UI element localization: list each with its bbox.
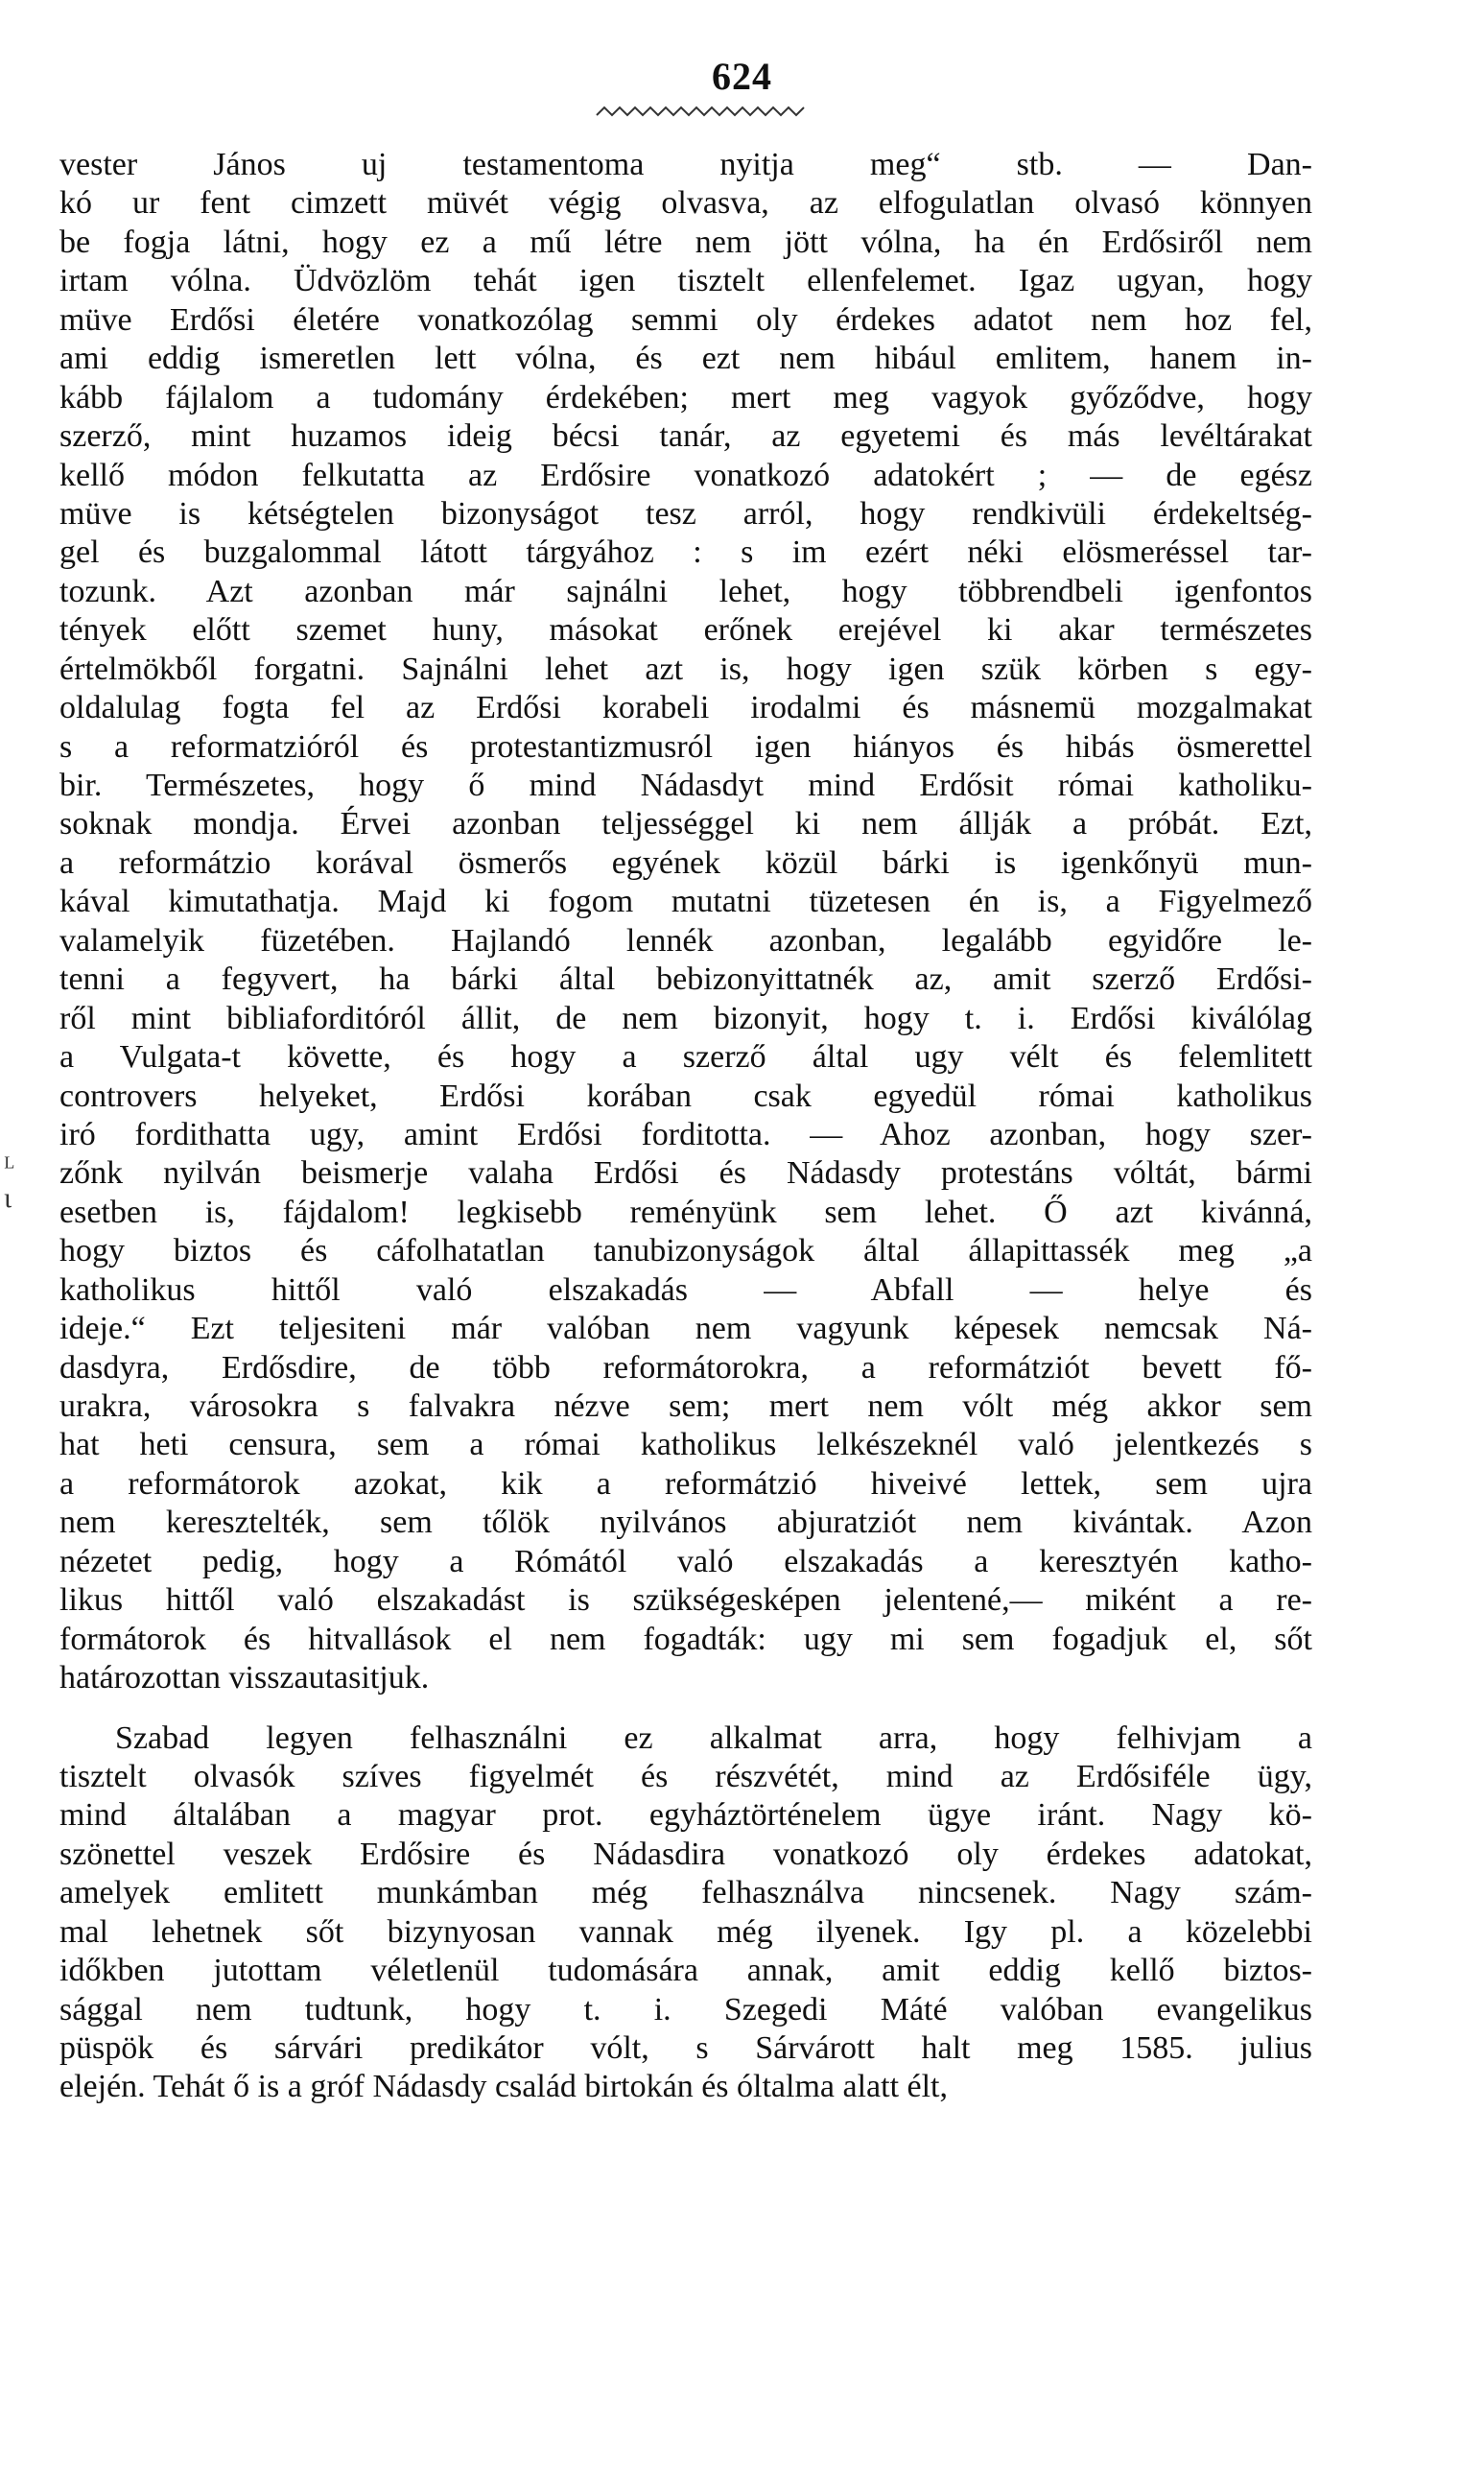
ornament-rule <box>595 104 806 127</box>
paragraph <box>59 146 1312 1698</box>
text-line: ről mint bibliaforditóról állit, de nem bizonyit, hogy t. i. Erdősi kiválólag <box>59 1000 1312 1036</box>
text-line: controvers helyeket, Erdősi korában csak egyedül római katholikus <box>59 1078 1312 1114</box>
text-line: Szabad legyen felhasználni ez alkalmat arra, hogy felhivjam a <box>115 1719 1312 1756</box>
text-line: kával kimutathatja. Majd ki fogom mutatni tüzetesen én is, a Figyelmező <box>59 884 1312 920</box>
text-line: katholikus hittől való elszakadás — Abfall — helye és <box>59 1271 1312 1308</box>
text-line: likus hittől való elszakadást is szükségesképen jelentené,— miként a re- <box>59 1582 1312 1619</box>
text-line: bir. Természetes, hogy ő mind Nádasdyt mind Erdősit római katholiku- <box>59 768 1312 803</box>
text-line: nézetet pedig, hogy a Rómától való elszakadás a keresztyén katho- <box>59 1543 1312 1579</box>
text-line: időkben jutottam véletlenül tudomására annak, amit eddig kellő biztos- <box>59 1953 1312 1989</box>
text-line: tisztelt olvasók szíves figyelmét és részvétét, mind az Erdősiféle ügy, <box>59 1758 1312 1794</box>
text-line: tenni a fegyvert, ha bárki által bebizonyittatnék az, amit szerző Erdősi- <box>59 961 1312 998</box>
text-line: formátorok és hitvallások el nem fogadták: ugy mi sem fogadjuk el, sőt <box>59 1621 1312 1657</box>
text-line: amelyek emlitett munkámban még felhasználva nincsenek. Nagy szám- <box>59 1875 1312 1911</box>
text-line: vester János uj testamentoma nyitja meg“ stb. — Dan- <box>59 147 1312 182</box>
text-line: tozunk. Azt azonban már sajnálni lehet, hogy többrendbeli igenfontos <box>59 573 1312 609</box>
text-line: mind általában a magyar prot. egyháztörténelem ügye iránt. Nagy kö- <box>59 1797 1312 1834</box>
paragraph <box>59 1719 1312 2107</box>
text-line: határozottan visszautasitjuk. <box>59 1660 430 1696</box>
text-body <box>59 146 1312 2107</box>
text-line: püspök és sárvári predikátor vólt, s Sárvárott halt meg 1585. julius <box>59 2030 1312 2066</box>
text-line: a reformátzio korával ösmerős egyének közül bárki is igenkőnyü mun- <box>59 844 1312 881</box>
text-line: gel és buzgalommal látott tárgyához : s im ezért néki elösmeréssel tar- <box>59 534 1312 571</box>
text-line: valamelyik füzetében. Hajlandó lennék azonban, legalább egyidőre le- <box>59 922 1312 959</box>
text-line: a reformátorok azokat, kik a reformátzió hiveivé lettek, sem ujra <box>59 1465 1312 1502</box>
text-line: dasdyra, Erdősdire, de több reformátorokra, a reformátziót bevett fő- <box>59 1349 1312 1386</box>
text-line: iró fordithatta ugy, amint Erdősi forditotta. — Ahoz azonban, hogy szer- <box>59 1116 1312 1152</box>
text-line: zőnk nyilván beismerje valaha Erdősi és Nádasdy protestáns vóltát, bármi <box>59 1155 1312 1192</box>
text-line: mal lehetnek sőt bizynyosan vannak még ilyenek. Igy pl. a közelebbi <box>59 1913 1312 1950</box>
margin-mark: ι <box>4 1182 12 1214</box>
text-line: értelmökből forgatni. Sajnálni lehet azt is, hogy igen szük körben s egy- <box>59 651 1312 687</box>
text-line: oldalulag fogta fel az Erdősi korabeli irodalmi és másnemü mozgalmakat <box>59 690 1312 726</box>
text-line: ami eddig ismeretlen lett vólna, és ezt nem hibául emlitem, hanem in- <box>59 341 1312 377</box>
text-line: elején. Tehát ő is a gróf Nádasdy család birtokán és óltalma alatt élt, <box>59 2069 949 2105</box>
text-line: kellő módon felkutatta az Erdősire vonatkozó adatokért ; — de egész <box>59 457 1312 493</box>
text-line: urakra, városokra s falvakra nézve sem; mert nem vólt még akkor sem <box>59 1388 1312 1424</box>
text-line: ideje.“ Ezt teljesiteni már valóban nem vagyunk képesek nemcsak Ná- <box>59 1311 1312 1347</box>
text-line: hogy biztos és cáfolhatatlan tanubizonyságok által állapittassék meg „a <box>59 1233 1312 1269</box>
text-line: hat heti censura, sem a római katholikus lelkészeknél való jelentkezés s <box>59 1427 1312 1463</box>
text-line: szerző, mint huzamos ideig bécsi tanár, az egyetemi és más levéltárakat <box>59 418 1312 455</box>
text-line: sággal nem tudtunk, hogy t. i. Szegedi Máté valóban evangelikus <box>59 1991 1312 2027</box>
text-line: nem keresztelték, sem tőlök nyilvános abjuratziót nem kivántak. Azon <box>59 1505 1312 1541</box>
text-line: müve Erdősi életére vonatkozólag semmi oly érdekes adatot nem hoz fel, <box>59 301 1312 338</box>
text-line: irtam vólna. Üdvözlöm tehát igen tisztelt ellenfelemet. Igaz ugyan, hogy <box>59 263 1312 299</box>
text-line: esetben is, fájdalom! legkisebb reményünk sem lehet. Ő azt kivánná, <box>59 1194 1312 1230</box>
text-line: a Vulgata-t követte, és hogy a szerző által ugy vélt és felemlitett <box>59 1039 1312 1076</box>
text-line: s a reformatzióról és protestantizmusról igen hiányos és hibás ösmerettel <box>59 728 1312 765</box>
text-line: soknak mondja. Érvei azonban teljességgel ki nem állják a próbát. Ezt, <box>59 806 1312 842</box>
text-line: müve is kétségtelen bizonyságot tesz arról, hogy rendkivüli érdekeltség- <box>59 495 1312 532</box>
text-line: tények előtt szemet huny, másokat erőnek erejével ki akar természetes <box>59 612 1312 649</box>
page-number: 624 <box>712 55 772 98</box>
text-line: kább fájlalom a tudomány érdekében; mert meg vagyok győződve, hogy <box>59 379 1312 415</box>
text-line: szönettel veszek Erdősire és Nádasdira vonatkozó oly érdekes adatokat, <box>59 1836 1312 1872</box>
text-line: kó ur fent cimzett müvét végig olvasva, az elfogulatlan olvasó könnyen <box>59 185 1312 222</box>
margin-mark: ᴸ <box>4 1151 15 1183</box>
text-line: be fogja látni, hogy ez a mű létre nem jött vólna, ha én Erdősiről nem <box>59 224 1312 260</box>
paragraph-gap <box>59 1698 1312 1719</box>
